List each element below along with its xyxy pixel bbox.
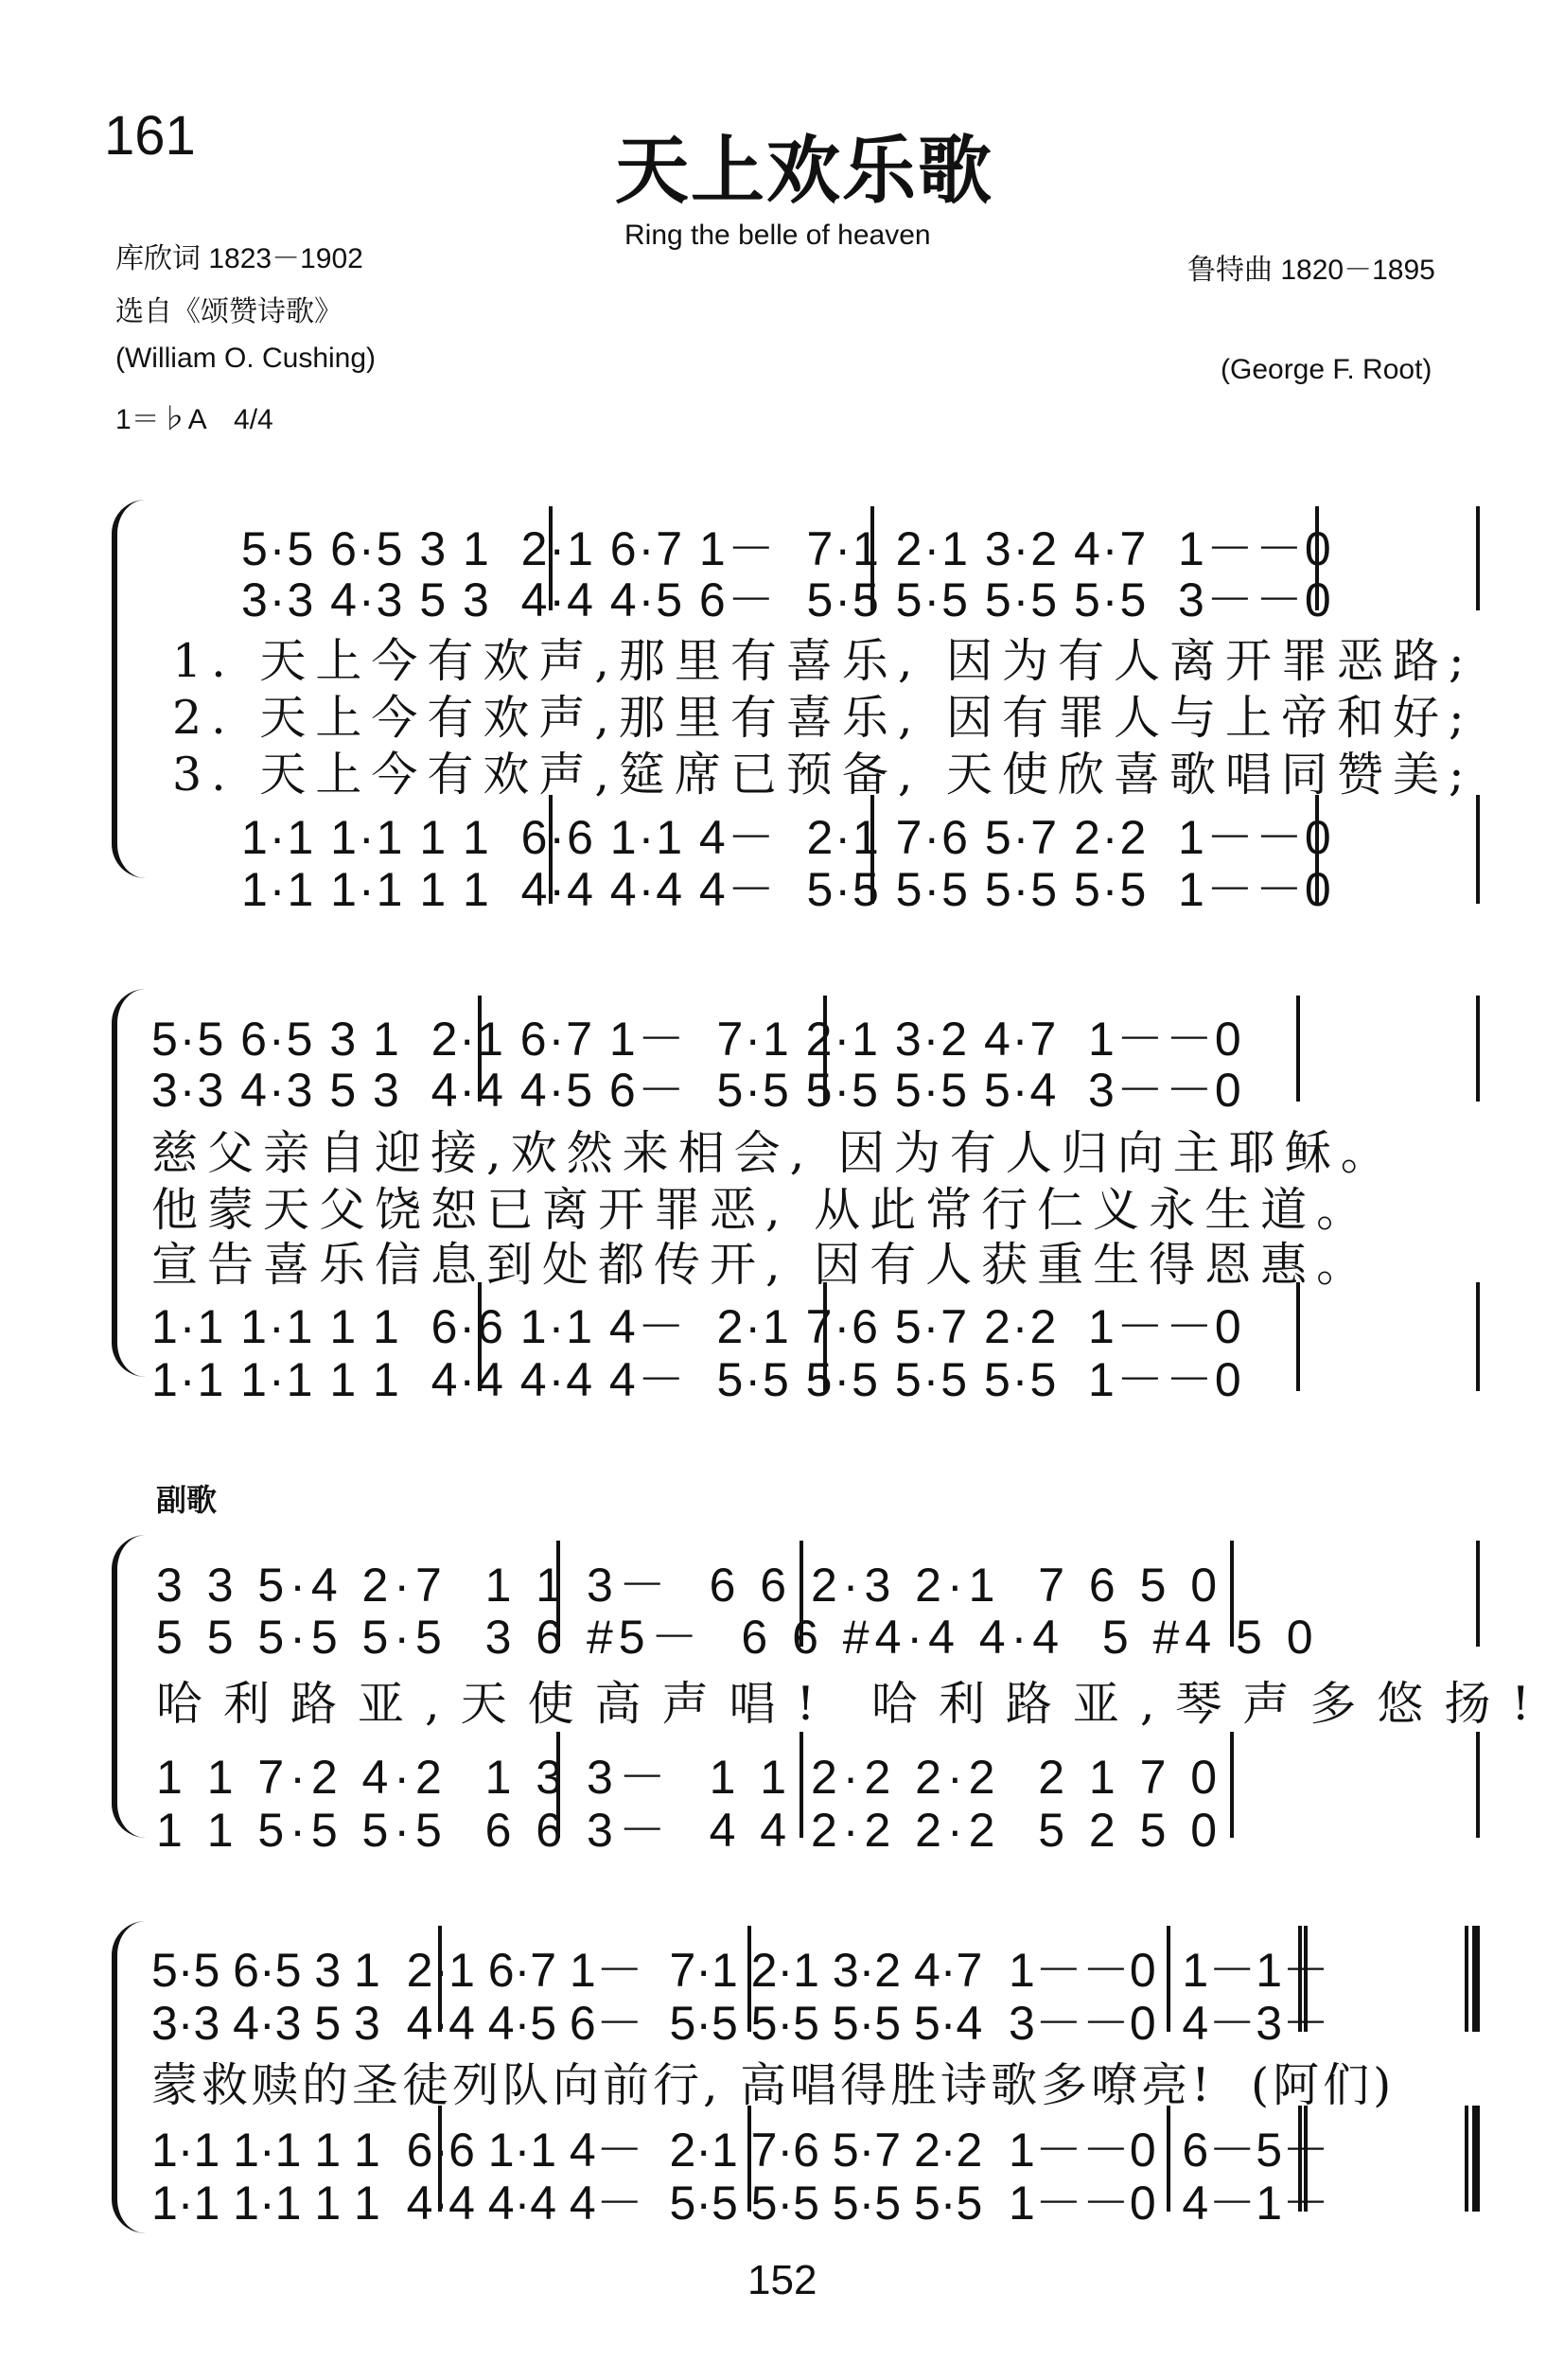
soprano-line: 5·5 6·5 3 1 2·1 6·7 1－ 7·1 2·1 3·2 4·7 1－－0	[151, 1013, 1243, 1066]
tenor-line: 1 1 7·2 4·2 1 3 3－ 1 1 2·2 2·2 2 1 7 0	[156, 1751, 1223, 1804]
verse-2-lyrics: 2. 天上今有欢声,那里有喜乐, 因有罪人与上帝和好;	[172, 691, 1474, 745]
bass-line: 1·1 1·1 1 1 4·4 4·4 4－ 5·5 5·5 5·5 5·5 1－－0	[241, 863, 1333, 916]
barline	[1296, 996, 1300, 1102]
barline	[1476, 1541, 1480, 1647]
tenor-line: 1·1 1·1 1 1 6·6 1·1 4－ 2·1 7·6 5·7 2·2 1－－0	[151, 1300, 1243, 1353]
barline	[1476, 795, 1480, 904]
composer-cn: 鲁特曲 1820－1895	[1187, 255, 1435, 286]
composer-en: (George F. Root)	[1221, 354, 1432, 385]
lyrics: 蒙救赎的圣徒列队向前行, 高唱得胜诗歌多嘹亮! (阿们)	[151, 2058, 1396, 2112]
alto-line: 3·3 4·3 5 3 4·4 4·5 6－ 5·5 5·5 5·5 5·4 3－－0	[151, 1064, 1243, 1117]
alto-line: 3·3 4·3 5 3 4·4 4·5 6－ 5·5 5·5 5·5 5·5 3－－0	[241, 573, 1333, 626]
source: 选自《颂赞诗歌》	[115, 295, 343, 328]
barline	[1476, 1732, 1480, 1838]
verse-3-lyrics: 宣告喜乐信息到处都传开, 因有人获重生得恩惠。	[151, 1238, 1373, 1292]
barline	[1476, 506, 1480, 610]
alto-line: 5 5 5·5 5·5 3 6 #5－ 6 6 #4·4 4·4 5 #4 5 0	[156, 1611, 1319, 1664]
key-time-signature: 1＝♭A 4/4	[115, 404, 273, 435]
bass-line: 1·1 1·1 1 1 4·4 4·4 4－ 5·5 5·5 5·5 5·5 1－－0	[151, 1353, 1243, 1406]
lyricist-cn: 库欣词 1823－1902	[115, 243, 363, 274]
verse-1-lyrics: 1. 天上今有欢声,那里有喜乐, 因为有人离开罪恶路;	[172, 634, 1474, 688]
barline	[1476, 1282, 1480, 1391]
barline	[1476, 996, 1480, 1102]
system-brace	[112, 989, 146, 1377]
final-barline	[1472, 1926, 1480, 2032]
soprano-line: 5·5 6·5 3 1 2·1 6·7 1－ 7·1 2·1 3·2 4·7 1－－0 1－1－	[151, 1944, 1330, 1997]
verse-2-lyrics: 他蒙天父饶恕已离开罪恶, 从此常行仁义永生道。	[151, 1183, 1373, 1237]
system-brace	[112, 1921, 146, 2233]
tenor-line: 1·1 1·1 1 1 6·6 1·1 4－ 2·1 7·6 5·7 2·2 1－－0 6－5－	[151, 2124, 1330, 2177]
barline	[1230, 1732, 1234, 1838]
verse-3-lyrics: 3. 天上今有欢声,筵席已预备, 天使欣喜歌唱同赞美;	[172, 748, 1474, 802]
page-number: 152	[747, 2257, 817, 2303]
system-brace	[112, 1535, 146, 1838]
hymn-number: 161	[104, 105, 196, 167]
final-barline	[1472, 2106, 1480, 2212]
lyricist-en: (William O. Cushing)	[115, 343, 377, 374]
refrain-label: 副歌	[156, 1482, 218, 1518]
bass-line: 1 1 5·5 5·5 6 6 3－ 4 4 2·2 2·2 5 2 5 0	[156, 1804, 1223, 1857]
bass-line: 1·1 1·1 1 1 4·4 4·4 4－ 5·5 5·5 5·5 5·5 1－－0 4－1－	[151, 2177, 1330, 2230]
tenor-line: 1·1 1·1 1 1 6·6 1·1 4－ 2·1 7·6 5·7 2·2 1－－0	[241, 811, 1333, 864]
verse-1-lyrics: 慈父亲自迎接,欢然来相会, 因为有人归向主耶稣。	[151, 1126, 1397, 1180]
system-brace	[112, 500, 146, 878]
page-title: 天上欢乐歌	[615, 128, 994, 214]
barline	[1296, 1282, 1300, 1391]
subtitle: Ring the belle of heaven	[624, 220, 931, 251]
alto-line: 3·3 4·3 5 3 4·4 4·5 6－ 5·5 5·5 5·5 5·4 3－－0 4－3－	[151, 1997, 1330, 2050]
barline	[1465, 1926, 1468, 2032]
soprano-line: 3 3 5·4 2·7 1 1 3－ 6 6 2·3 2·1 7 6 5 0	[156, 1559, 1223, 1612]
barline	[1465, 2106, 1468, 2212]
refrain-lyrics: 哈利路亚,天使高声唱! 哈利路亚,琴声多悠扬!	[156, 1677, 1552, 1731]
soprano-line: 5·5 6·5 3 1 2·1 6·7 1－ 7·1 2·1 3·2 4·7 1－－0	[241, 522, 1333, 575]
